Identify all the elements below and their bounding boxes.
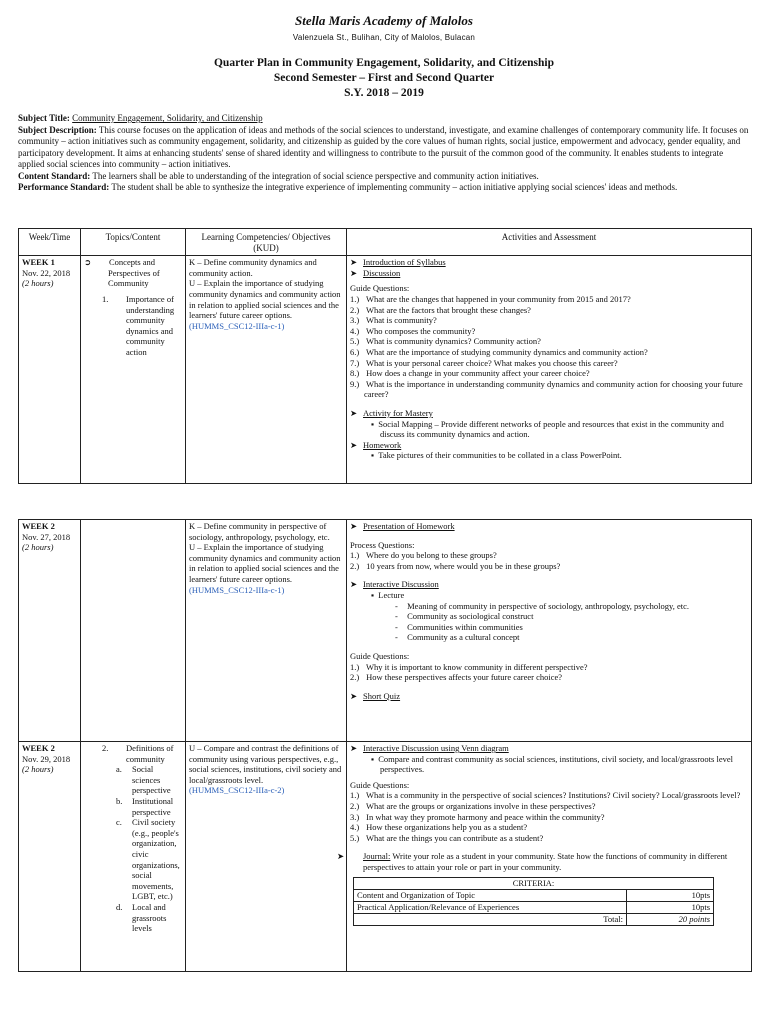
list-marker: - [395,611,398,622]
topic-item [84,902,182,934]
activity-syllabus [350,257,748,268]
list-item-text: What is the importance in understanding community dynamics and community action for choosing your future career? [364,378,743,400]
list-item [350,379,748,400]
list-item [350,812,748,823]
list-item-text: What are the things you can contribute as a student? [365,832,544,843]
mastery-item: ▪ Social Mapping – Provide different networks of people and resources that exist in the community and discuss its community dynamics and action. [371,418,724,440]
list-item-text: 10 years from now, where would you be in these groups? [366,560,561,571]
activity-mastery [350,408,748,419]
week-date: Nov. 27, 2018 [22,531,71,542]
criteria-row [354,889,714,901]
activities-cell [347,520,752,742]
curved-arrow-icon: ➲ [84,257,92,268]
list-item [350,833,748,844]
competency-code: (HUMMS_CSC12-IIIa-c-1) [189,320,285,331]
list-marker: 4.) [350,325,360,336]
topic-sub [84,294,182,358]
list-marker: c. [116,817,122,828]
subject-description: This course focuses on the application of ideas and methods of the social sciences to understand, investigate, and examine challenges of contemporary community life. It focuses on community – action initiatives such as community engagement, solidarity, and citizenship as guided by the core values of human rights, social justice, empowerment and advocacy, gender equality, and participatory development. It aims at enhancing students' sense of shared identity and willingness to contribute to the pursuit of the common good of the community. It enables students to integrate applied social sciences into community – action initiatives. [18,124,749,169]
subject-title: Community Engagement, Solidarity, and Citizenship [72,113,263,123]
list-marker: 4.) [350,822,360,833]
list-item [350,611,748,622]
list-item [350,347,748,358]
list-marker: - [395,621,398,632]
header-competencies: Learning Competencies/ Objectives (KUD) [186,229,347,256]
list-item-text: How does a change in your community affect your career choice? [366,368,590,379]
list-marker: 5.) [350,832,360,843]
criteria-label: Content and Organization of Topic [354,889,627,901]
subject-title-line [18,113,750,125]
quarter-plan-table-2 [18,519,752,972]
activity-discussion [350,268,748,279]
activity-presentation-text: Presentation of Homework [363,521,455,531]
topics-cell [81,520,186,742]
arrowhead-icon: ➤ [350,439,358,450]
list-item-text: Why it is important to know community in different perspective? [365,661,588,672]
list-marker: b. [116,795,123,806]
list-marker: 1.) [350,661,360,672]
criteria-total-row [354,913,714,925]
guide-questions-list [350,662,748,683]
list-marker: 1.) [350,550,360,561]
header-week: Week/Time [19,229,81,256]
list-item-text: How these organizations help you as a student? [366,822,528,833]
activity-journal [337,851,748,872]
criteria-points: 10pts [627,889,714,901]
activity-short-quiz-text: Short Quiz [363,690,401,701]
list-item-text: Community as sociological construct [407,611,534,622]
table-header-row [19,229,752,256]
topic-item-text: Civil society (e.g., people's organization, civic organizations, social movements, LGBT, etc.) [132,817,180,902]
list-item-text: Where do you belong to these groups? [365,550,497,561]
list-item [350,790,748,801]
list-marker: 2.) [350,560,360,571]
topic-main-text: Concepts and Perspectives of Community [108,257,160,289]
header-topics: Topics/Content [81,229,186,256]
activity-venn [350,743,748,754]
list-item [350,672,748,683]
topic-main-text: Definitions of community [126,743,174,764]
list-item-text: In what way they promote harmony and peace within the community? [366,811,605,822]
subject-title-label: Subject Title: [18,113,70,123]
topic-number: 2. [102,743,109,753]
semester-line: Second Semester – First and Second Quarter [273,72,495,84]
list-item-text: Meaning of community in perspective of sociology, anthropology, psychology, etc. [407,600,689,611]
list-marker: a. [116,764,122,775]
list-marker: 2.) [350,304,360,315]
list-item [350,822,748,833]
list-marker: - [395,600,398,611]
content-standard: The learners shall be able to understanding of the integration of social science perspective and community action initiatives. [92,170,539,181]
guide-questions-label: Guide Questions: [350,779,410,790]
performance-standard-line [18,182,750,194]
process-questions-list [350,550,748,571]
topic-number: 1. [102,293,109,304]
list-marker: 1.) [350,293,360,304]
arrowhead-icon: ➤ [350,690,358,701]
competency-k: K – Define community dynamics and community action. [189,257,317,278]
subject-info [18,113,750,194]
topic-main [84,257,182,289]
list-item-text: What are the groups or organizations involve in these perspectives? [365,800,596,811]
list-marker: 2.) [350,800,360,811]
topic-item-text: Local and grassroots levels [132,901,167,934]
competency-u: U – Compare and contrast the definitions of community using various perspectives, e.g., social sciences, institutions, civil society and local/grassroots level. [189,743,342,785]
week-hours: (2 hours) [22,278,54,289]
list-item-text: Who composes the community? [365,325,476,336]
list-item [350,550,748,561]
mastery-item-text: Social Mapping – Provide different networks of people and resources that exist in the community and discuss its community dynamics and action. [378,418,724,440]
list-item [350,622,748,633]
arrowhead-icon: ➤ [350,579,358,590]
header-activities: Activities and Assessment [347,229,752,256]
competencies-cell [186,520,347,742]
list-item [350,632,748,643]
lecture-items-list [350,601,748,643]
arrowhead-icon: ➤ [337,851,345,862]
activities-cell [347,256,752,484]
list-marker: 3.) [350,315,360,326]
venn-item: ▪ Compare and contrast community as social sciences, institutions, civil society, and local/grassroots level perspectives. [371,753,733,775]
arrowhead-icon: ➤ [350,257,358,268]
competency-code: (HUMMS_CSC12-IIIa-c-2) [189,785,285,796]
list-item-text: What are the changes that happened in your community from 2015 and 2017? [365,293,631,304]
topic-main [84,743,182,764]
list-item [350,315,748,326]
week-hours: (2 hours) [22,542,54,553]
list-item-text: What is community? [365,315,437,326]
week-label: WEEK 1 [22,257,55,268]
list-marker: 2.) [350,672,360,683]
topic-item-text: Social sciences perspective [132,764,171,796]
topic-item [84,817,182,902]
week-label: WEEK 2 [22,521,55,531]
arrowhead-icon: ➤ [350,267,358,278]
activities-cell [337,742,752,972]
criteria-points: 10pts [627,901,714,913]
arrowhead-icon: ➤ [350,521,358,531]
arrowhead-icon: ➤ [350,407,358,418]
guide-questions-list [350,294,748,400]
list-item [350,358,748,369]
criteria-table [353,877,714,926]
activity-interactive-text: Interactive Discussion [363,579,439,590]
week-date: Nov. 29, 2018 [22,753,71,764]
school-address: Valenzuela St., Bulihan, City of Malolos, Bulacan [292,33,476,42]
activity-venn-text: Interactive Discussion using Venn diagram [363,743,509,753]
competencies-cell [186,742,347,972]
criteria-label: Practical Application/Relevance of Experiences [354,901,627,913]
topic-sub-text: Importance of understanding community dynamics and community action [126,293,175,357]
list-item [350,305,748,316]
guide-questions-label: Guide Questions: [350,650,410,661]
list-item [350,294,748,305]
activity-interactive [350,579,748,590]
topics-cell [81,256,186,484]
topic-item [84,796,182,817]
list-marker: 1.) [350,790,360,801]
week-cell [19,742,81,972]
guide-questions-label: Guide Questions: [350,283,410,294]
list-item-text: What are the importance of studying community dynamics and community action? [365,346,648,357]
criteria-row [354,901,714,913]
list-item-text: How these perspectives affects your future career choice? [366,672,563,683]
school-name: Stella Maris Academy of Malolos [295,13,473,28]
activity-mastery-text: Activity for Mastery [363,407,433,418]
list-item-text: What is a community in the perspective of social sciences? Institutions? Civil society? Local/grassroots level? [365,790,741,801]
list-marker: 5.) [350,336,360,347]
list-item-text: What are the factors that brought these changes? [365,304,531,315]
activity-homework [350,440,748,451]
process-questions-label: Process Questions: [350,539,415,550]
criteria-header: CRITERIA: [354,877,714,889]
activity-discussion-text: Discussion [363,267,401,278]
list-item-text: Communities within communities [407,621,523,632]
list-item-text: What is your personal career choice? What makes you choose this career? [365,357,618,368]
table-row [19,256,752,484]
content-standard-line [18,171,750,183]
topic-items-list [84,764,182,934]
list-item-text: What is community dynamics? Community action? [365,336,541,347]
topic-item [84,764,182,796]
journal-text: Write your role as a student in your community. State how the functions of community in different perspectives to attain your role or part in your community. [363,851,728,872]
activity-presentation [350,521,748,532]
week-cell [19,256,81,484]
criteria-header-row [354,877,714,889]
week-cell [19,520,81,742]
list-item [350,662,748,673]
document-title: Quarter Plan in Community Engagement, Solidarity, and Citizenship [213,57,555,69]
list-item [350,326,748,337]
topic-item-text: Institutional perspective [132,795,174,817]
content-standard-label: Content Standard: [18,170,91,181]
guide-questions-list [350,790,748,843]
list-item [350,561,748,572]
competency-k: K – Define community in perspective of sociology, anthropology, psychology, etc. [189,521,330,542]
activity-homework-text: Homework [363,439,402,450]
criteria-total: 20 points [627,913,714,925]
subject-description-line [18,125,750,171]
list-marker: 8.) [350,368,360,379]
venn-item-text: Compare and contrast community as social sciences, institutions, civil society, and local/grassroots level perspectives. [378,753,733,775]
list-item [350,801,748,812]
table-row [19,742,752,972]
list-marker: 3.) [350,811,360,822]
activity-short-quiz [350,691,748,702]
competencies-cell [186,256,347,484]
quarter-plan-table-1 [18,228,752,484]
performance-standard: The student shall be able to synthesize the integrative experience of implementing community – action initiative applying social sciences' ideas and methods. [111,182,678,192]
table-row [19,520,752,742]
list-item [350,336,748,347]
list-marker: d. [116,901,123,912]
list-marker: 6.) [350,346,360,357]
lecture-item: ▪ Lecture [371,589,405,600]
competency-u: U – Explain the importance of studying community dynamics and community action in relation to applied social sciences and the learners' future career options. [189,278,341,321]
week-hours: (2 hours) [22,764,54,775]
list-marker: 9.) [350,378,360,389]
criteria-total-label: Total: [354,913,627,925]
week-label: WEEK 2 [22,743,55,753]
list-marker: - [395,632,398,643]
list-item [350,368,748,379]
week-date: Nov. 22, 2018 [22,267,71,278]
school-year: S.Y. 2018 – 2019 [344,87,424,99]
list-item-text: Community as a cultural concept [407,632,520,643]
topics-cell [81,742,186,972]
journal-label: Journal: [363,851,391,862]
activity-syllabus-text: Introduction of Syllabus [363,257,446,268]
competency-code: (HUMMS_CSC12-IIIa-c-1) [189,584,285,595]
competency-u: U – Explain the importance of studying community dynamics and community action in relation to applied social sciences and the learners' future career options. [189,542,341,584]
subject-description-label: Subject Description: [18,124,97,135]
lecture-text: Lecture [378,589,405,600]
homework-item: ▪ Take pictures of their communities to be collated in a class PowerPoint. [371,450,622,461]
list-item [350,601,748,612]
performance-standard-label: Performance Standard: [18,182,110,192]
arrowhead-icon: ➤ [350,743,358,753]
homework-item-text: Take pictures of their communities to be collated in a class PowerPoint. [378,450,622,461]
list-marker: 7.) [350,357,360,368]
